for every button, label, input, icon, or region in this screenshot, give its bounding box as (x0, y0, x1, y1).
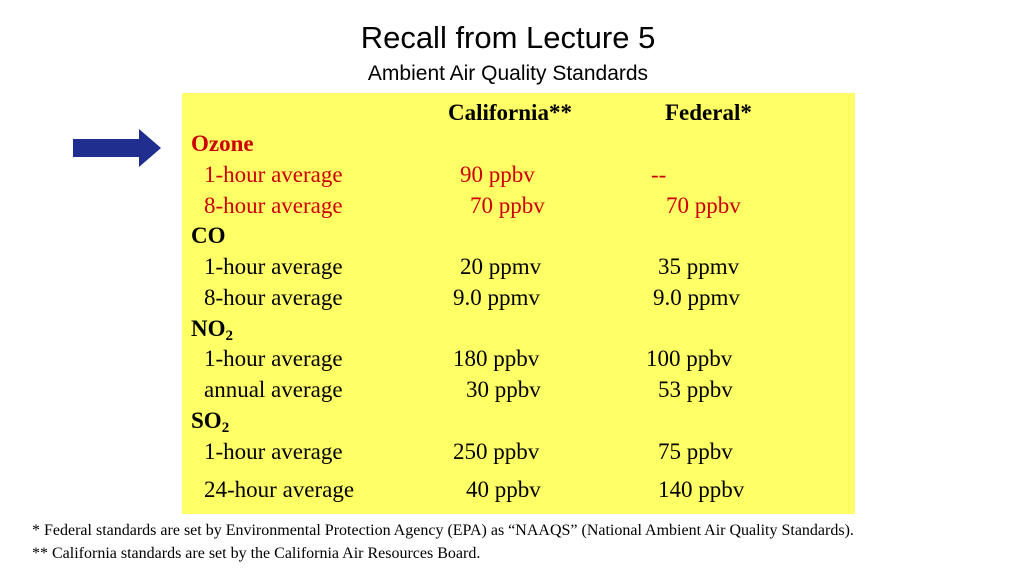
header-federal: Federal* (665, 100, 752, 125)
header-california: California** (448, 100, 572, 125)
pollutant-name: $NO_2$ (191, 316, 233, 344)
group-no2 (182, 314, 855, 344)
arrow-right-icon (73, 129, 161, 167)
table-row (182, 375, 855, 405)
averaging-period: 1-hour average (204, 346, 343, 371)
federal-value: 9.0 ppmv (653, 285, 740, 310)
california-value: 180 ppbv (453, 346, 540, 371)
federal-value: 53 ppbv (658, 377, 733, 402)
california-value: 20 ppmv (460, 254, 542, 279)
standards-table (182, 93, 855, 514)
federal-value: 140 ppbv (658, 477, 745, 502)
subscript: 2 (221, 420, 230, 436)
group-so2 (182, 406, 855, 436)
california-value: 30 ppbv (466, 377, 541, 402)
table-row (182, 475, 855, 505)
federal-value: 75 ppbv (658, 439, 733, 464)
group-ozone (182, 129, 855, 159)
group-co (182, 221, 855, 251)
pollutant-name: CO (191, 223, 226, 248)
california-value: 70 ppbv (470, 193, 545, 218)
federal-value: 35 ppmv (658, 254, 740, 279)
federal-value: 100 ppbv (646, 346, 733, 371)
federal-value: 70 ppbv (666, 193, 741, 218)
pollutant-name: $SO_2$ (191, 408, 230, 436)
table-row (182, 437, 855, 467)
table-row (182, 283, 855, 313)
table-row (182, 191, 855, 221)
california-value: 250 ppbv (453, 439, 540, 464)
footnote-california: ** California standards are set by the California Air Resources Board. (32, 545, 481, 562)
footnote-federal: * Federal standards are set by Environmental Protection Agency (EPA) as “NAAQS” (National Ambient Air Quality Standards). (32, 522, 854, 539)
averaging-period: 8-hour average (204, 285, 343, 310)
table-row (182, 344, 855, 374)
averaging-period: annual average (204, 377, 343, 402)
california-value: 90 ppbv (460, 162, 535, 187)
averaging-period: 1-hour average (204, 439, 343, 464)
table-row (182, 252, 855, 282)
federal-value: -- (651, 162, 667, 187)
california-value: 40 ppbv (466, 477, 541, 502)
slide-title: Recall from Lecture 5 (360, 20, 656, 55)
subscript: 2 (225, 328, 233, 344)
averaging-period: 1-hour average (204, 162, 343, 187)
slide-subtitle: Ambient Air Quality Standards (367, 62, 649, 85)
pollutant-name: Ozone (191, 131, 254, 156)
averaging-period: 1-hour average (204, 254, 343, 279)
averaging-period: 24-hour average (204, 477, 355, 502)
table-row (182, 160, 855, 190)
table-header (182, 98, 855, 128)
averaging-period: 8-hour average (204, 193, 343, 218)
california-value: 9.0 ppmv (453, 285, 540, 310)
